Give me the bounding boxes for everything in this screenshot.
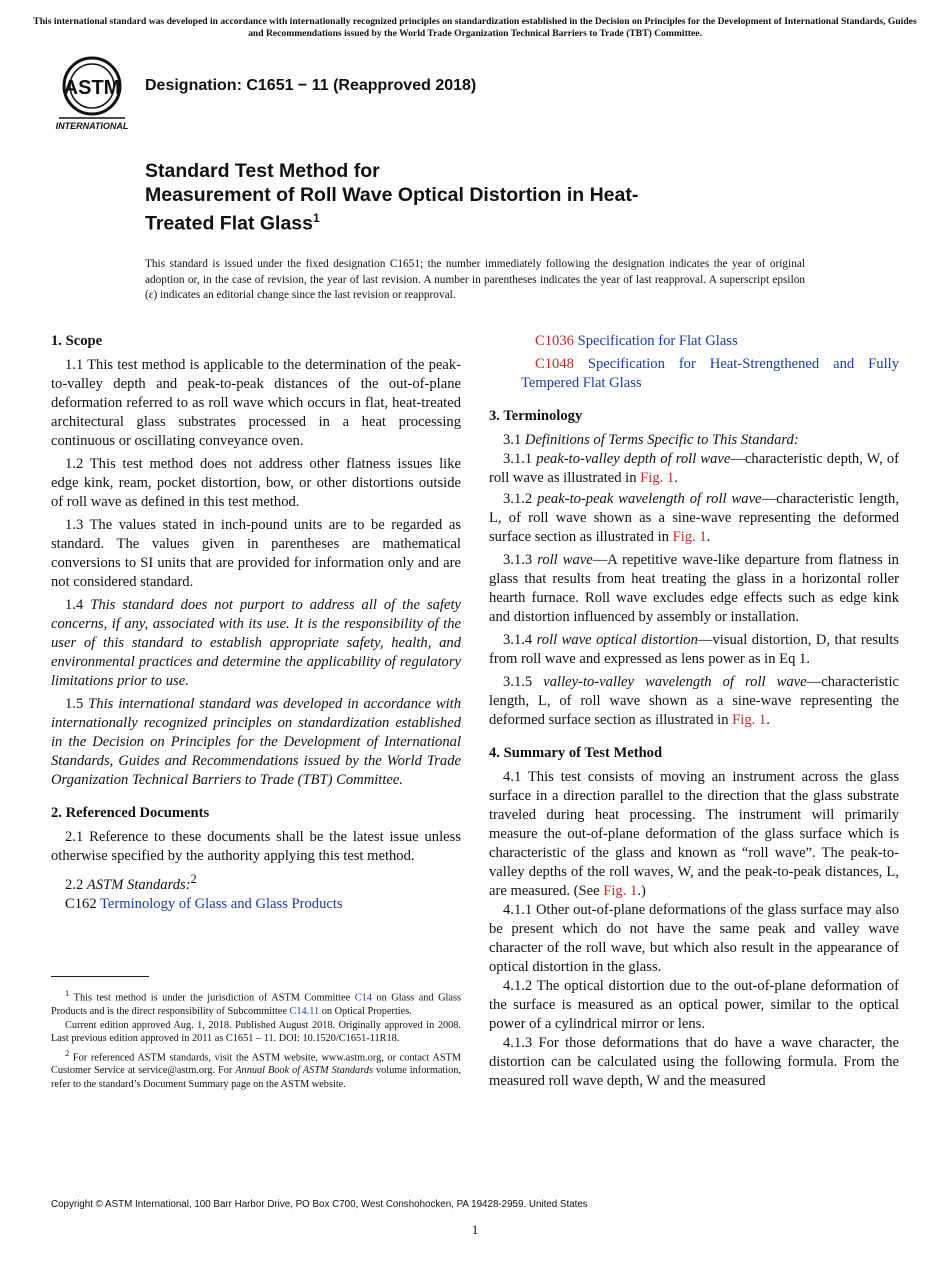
astm-logo-icon [51, 54, 133, 134]
safety-caveat: This standard does not purport to address all of the safety concerns, if any, associated with its use. It is the responsibility of the user of this standard to establish appropriate safety, health, and environmental practices and determine the applicability of regulatory limitations prior to use. [51, 597, 461, 689]
definition-text: —visual distortion, D, that results from roll wave and expressed as lens power as in Eq 1. [489, 632, 899, 667]
tbt-notice: This international standard was developed in accordance with internationally recognized principles on standardization established in the Decision on Principles for the Development of International Standards, Guides and Recommendations issued by the World Trade Organization Technical Barriers to Trade (TBT) Committee. [33, 16, 917, 39]
section-heading-terminology: 3. Terminology [489, 408, 583, 424]
footnote-divider [51, 976, 149, 977]
definition-item [489, 551, 899, 627]
page-number: 1 [471, 1222, 479, 1237]
paragraph-number: 2.2 [65, 876, 84, 893]
definition-item [489, 490, 899, 547]
reference-link[interactable]: Specification for Heat-Strengthened and Fully Tempered Flat Glass [521, 356, 899, 391]
astm-standards-label: ASTM Standards: [86, 876, 191, 893]
title-footnote-mark: 1 [313, 211, 320, 225]
summary-text: 4.1 This test consists of moving an instrument across the glass surface in a direction parallel to the direction that the glass substrate traveled during heat processing. The instrument will primarily measure the out-of-plane deformation of the glass surface which is characteristic of the glass and known as “roll wave”. The peak-to-valley depths of the roll waves, W, and the peak-to-peak distances, L, are measured. (See [489, 769, 899, 899]
definition-item [489, 673, 899, 730]
reference-code[interactable]: C1036 [535, 333, 574, 349]
footnote-text: volume information, refer to the standard’s Document Summary page on the ASTM website. [51, 1065, 461, 1090]
reference-link[interactable]: Terminology of Glass and Glass Products [100, 895, 343, 912]
paragraph-number: 3.1.1 [503, 451, 533, 467]
definition-term: valley-to-valley wavelength of roll wave [543, 674, 807, 690]
subcommittee-link[interactable]: C14.11 [289, 1005, 320, 1017]
section-heading-referenced-documents: 2. Referenced Documents [51, 805, 210, 821]
definition-text: . [674, 470, 678, 486]
title-line-1: Standard Test Method for [145, 160, 380, 182]
paragraph-number: 3.1.3 [503, 552, 533, 568]
footnote [51, 987, 461, 1018]
definition-term: peak-to-valley depth of roll wave [536, 451, 731, 467]
figure-link[interactable]: Fig. 1 [732, 712, 767, 728]
reference-link[interactable]: Specification for Flat Glass [577, 333, 738, 349]
terminology-paragraph [489, 431, 899, 450]
paragraph-number: 3.1.5 [503, 674, 533, 690]
paragraph-number: 3.1 [503, 432, 522, 448]
definitions-label: Definitions of Terms Specific to This Standard: [524, 432, 799, 448]
summary-paragraph: 4.1.2 The optical distortion due to the out-of-plane deformation of the surface is measured as an optical power, similar to the optical power of a cylindrical mirror or lens. [489, 978, 899, 1032]
footnote-text: on Optical Properties. [319, 1005, 412, 1017]
reference-item [489, 355, 899, 393]
definition-text: —A repetitive wave-like departure from flatness in glass that results from heat treating the glass in a horizontal roller hearth furnace. Roll wave excludes edge effects such as edge kink and distortion influenced by assembly or installation. [489, 552, 899, 625]
logo-subtext: INTERNATIONAL [55, 121, 129, 131]
scope-paragraph: 1.1 This test method is applicable to the determination of the peak-to-valley depth and peak-to-peak distances of the out-of-plane deformation referred to as roll wave which occurs in flat, heat-treated architectural glass substrates processed in a heat processing continuous or oscillating conveyance oven. [51, 357, 461, 449]
footnote-mark: 2 [190, 872, 197, 886]
definition-term: peak-to-peak wavelength of roll wave [537, 491, 762, 507]
definition-term: roll wave optical distortion [536, 632, 698, 648]
definition-text: . [706, 529, 711, 545]
reference-code: C162 [65, 895, 97, 912]
issuance-note: This standard is issued under the fixed designation C1651; the number immediately following the designation indicates the year of original adoption or, in the case of revision, the year of last revision. A number in parentheses indicates the year of last reapproval. A superscript epsilon (ε) indicates an editorial change since the last revision or reapproval. [145, 258, 805, 301]
summary-paragraph: 4.1.1 Other out-of-plane deformations of the glass surface may also be present which do not have the same peak and valley wave character of the roll wave, but which also result in the appearance of optical distortion in the glass. [489, 902, 899, 975]
refdocs-paragraph: 2.1 Reference to these documents shall be the latest issue unless otherwise specified by the authority applying this test method. [51, 829, 461, 864]
figure-link[interactable]: Fig. 1 [640, 470, 675, 486]
scope-paragraph [51, 695, 461, 790]
committee-link[interactable]: C14 [354, 992, 372, 1004]
definition-text: . [766, 712, 770, 728]
footnote-mark: 2 [65, 1047, 70, 1058]
footnote-text: This test method is under the jurisdiction of ASTM Committee [73, 992, 355, 1004]
document-title [145, 160, 785, 236]
section-heading-summary: 4. Summary of Test Method [489, 745, 663, 761]
reference-item [489, 332, 899, 351]
title-line-3: Treated Flat Glass [145, 212, 313, 235]
summary-paragraph [489, 768, 899, 901]
definition-text: —characteristic length, L, of roll wave shown as a sine-wave representing the deformed surface section as illustrated in [489, 491, 899, 545]
figure-link[interactable]: Fig. 1 [603, 883, 638, 899]
figure-link[interactable]: Fig. 1 [672, 529, 707, 545]
scope-paragraph: 1.2 This test method does not address other flatness issues like edge kink, ream, pocket distortion, bow, or other distortions outside of roll wave as defined in this test method. [51, 456, 461, 510]
scope-paragraph [51, 596, 461, 691]
summary-text: .) [637, 883, 646, 899]
summary-paragraph: 4.1.3 For those deformations that do have a wave character, the distortion can be calculated using the following formula. From the measured roll wave depth, W and the measured [489, 1035, 899, 1089]
footnote [51, 1047, 461, 1091]
scope-paragraph: 1.3 The values stated in inch-pound units are to be regarded as standard. The values given in parentheses are mathematical conversions to SI units that are provided for information only and are not considered standard. [51, 517, 461, 590]
refdocs-paragraph [51, 870, 461, 895]
reference-code[interactable]: C1048 [535, 356, 574, 372]
paragraph-number: 3.1.4 [503, 632, 533, 648]
designation: Designation: C1651 − 11 (Reapproved 2018) [145, 77, 477, 94]
paragraph-number: 1.5 [65, 696, 84, 712]
logo-text: ASTM [63, 77, 121, 99]
section-heading-scope: 1. Scope [51, 333, 103, 349]
footnotes [51, 987, 461, 1092]
right-column [489, 332, 899, 1091]
title-line-2: Measurement of Roll Wave Optical Distortion in Heat- [145, 183, 639, 206]
reference-item [51, 895, 461, 914]
paragraph-number: 3.1.2 [503, 491, 533, 507]
footnote-text: For referenced ASTM standards, visit the ASTM website, www.astm.org, or contact ASTM Customer Service at service@astm.org. For [51, 1052, 462, 1077]
wto-caveat: This international standard was developed in accordance with internationally recognized principles on standardization established in the Decision on Principles for the Development of International Standards, Guides and Recommendations issued by the World Trade Organization Technical Barriers to Trade (TBT) Committee. [51, 696, 462, 788]
definition-text: —characteristic length, L, of roll wave shown as a sine-wave representing the deformed surface section as illustrated in [489, 674, 900, 728]
footnote-text: on Glass and Glass Products and is the direct responsibility of Subcommittee [51, 992, 461, 1017]
footnote-text: Annual Book of ASTM Standards [235, 1065, 373, 1077]
footnote-mark: 1 [65, 988, 70, 998]
definition-item [489, 450, 899, 488]
definition-text: —characteristic depth, W, of roll wave as illustrated in [489, 451, 899, 486]
copyright-line: Copyright © ASTM International, 100 Barr Harbor Drive, PO Box C700, West Conshohocken, PA 19428-2959. United States [51, 1199, 588, 1210]
definition-item [489, 631, 899, 669]
left-column [51, 332, 461, 918]
definition-term: roll wave [537, 552, 593, 568]
paragraph-number: 1.4 [65, 597, 84, 613]
footnote: Current edition approved Aug. 1, 2018. Published August 2018. Originally approved in 2008. Last previous edition approved in 2011 as C1651 – 11. DOI: 10.1520/C1651-11R18. [51, 1020, 461, 1045]
